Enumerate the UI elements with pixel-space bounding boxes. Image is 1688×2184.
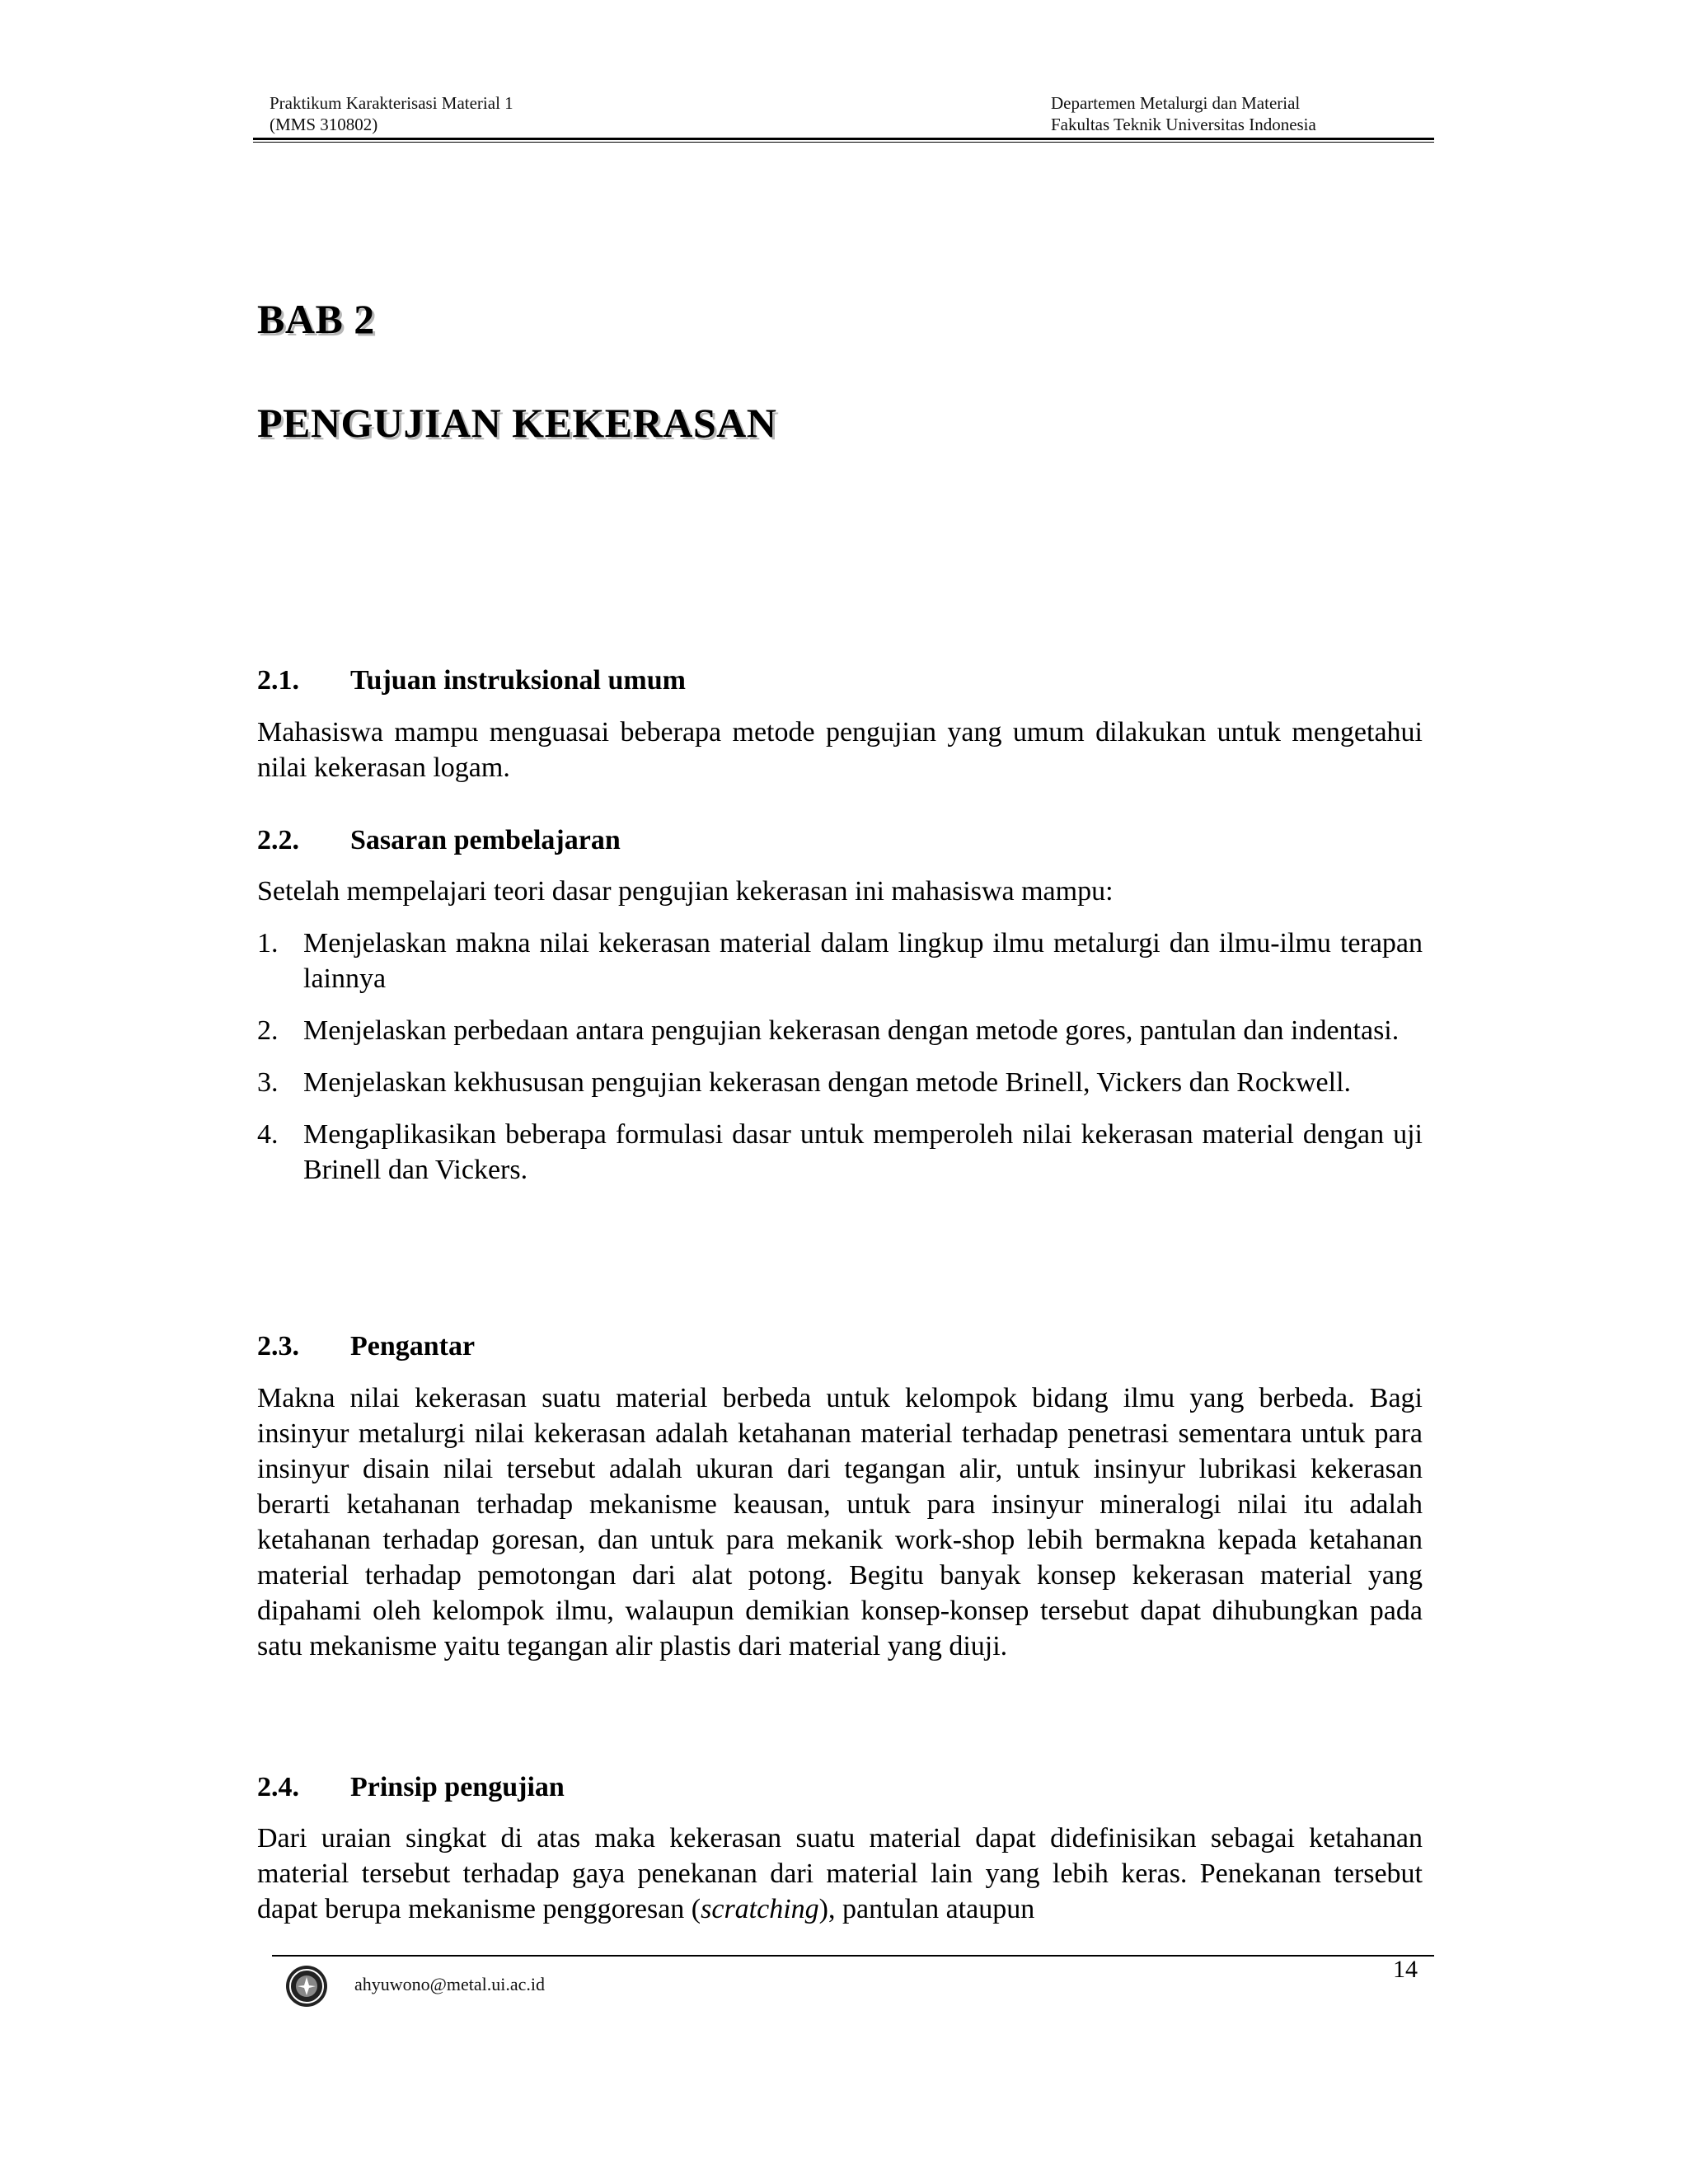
section-heading-2-2 (257, 823, 621, 858)
list-marker: 3. (257, 1067, 279, 1098)
course-name: Praktikum Karakterisasi Material 1 (270, 93, 513, 113)
list-marker: 1. (257, 928, 279, 958)
paragraph: Makna nilai kekerasan suatu material berbeda untuk kelompok bidang ilmu yang berbeda. Bagi insinyur metalurgi nilai kekerasan adalah ketahanan material terhadap penetrasi sementara untuk para insinyur disain nilai tersebut adalah ukuran dari tegangan alir, untuk insinyur lubrikasi kekerasan berarti ketahanan terhadap mekanisme keausan, untuk para insinyur mineralogi nilai itu adalah ketahanan terhadap goresan, dan untuk para mekanik work-shop lebih bermakna kepada ketahanan material terhadap pemotongan dari alat potong. Begitu banyak konsep kekerasan material yang dipahami oleh kelompok ilmu, walaupun demikian konsep-konsep tersebut dapat dihubungkan pada satu mekanisme yaitu tegangan alir plastis dari material yang diuji. (257, 1383, 1423, 1661)
list-item (257, 926, 1423, 996)
page-number: 14 (1393, 1956, 1418, 1983)
section-number: 2.2. (257, 825, 299, 855)
list-item (257, 1013, 1423, 1048)
faculty-name: Fakultas Teknik Universitas Indonesia (1051, 115, 1316, 134)
header-rule-thin (253, 142, 1434, 143)
section-body-2-4 (257, 1821, 1423, 1927)
list-intro: Setelah mempelajari teori dasar pengujian kekerasan ini mahasiswa mampu: (257, 876, 1114, 907)
section-title: Pengantar (350, 1331, 476, 1361)
paragraph-text-end: ), pantulan ataupun (818, 1894, 1035, 1924)
section-heading-2-4 (257, 1769, 565, 1805)
footer-rule (272, 1955, 1434, 1957)
section-number: 2.1. (257, 665, 299, 696)
section-heading-2-3 (257, 1329, 475, 1364)
section-heading-2-1 (257, 663, 686, 698)
chapter-title: PENGUJIAN KEKERASAN (257, 400, 777, 446)
learning-objectives-list (257, 926, 1423, 1188)
section-title: Tujuan instruksional umum (350, 665, 686, 696)
italic-term: scratching (701, 1894, 819, 1924)
university-seal-icon (284, 1964, 329, 2008)
paragraph (257, 1821, 1423, 1927)
section-body-2-1 (257, 715, 1423, 785)
header-rule (253, 138, 1434, 140)
section-number: 2.3. (257, 1331, 299, 1361)
list-item (257, 1065, 1423, 1100)
section-body-2-2 (257, 874, 1423, 1204)
running-header-left (270, 92, 513, 135)
department-name: Departemen Metalurgi dan Material (1051, 93, 1301, 113)
course-code: (MMS 310802) (270, 115, 378, 134)
running-header-right (1051, 92, 1316, 135)
list-item-text: Menjelaskan perbedaan antara pengujian kekerasan dengan metode gores, pantulan dan indentasi. (303, 1015, 1400, 1046)
section-title: Prinsip pengujian (350, 1772, 565, 1802)
chapter-number: BAB 2 (257, 296, 375, 342)
list-marker: 2. (257, 1015, 279, 1046)
list-item-text: Mengaplikasikan beberapa formulasi dasar untuk memperoleh nilai kekerasan material dengan uji Brinell dan Vickers. (303, 1119, 1423, 1185)
list-item-text: Menjelaskan makna nilai kekerasan material dalam lingkup ilmu metalurgi dan ilmu-ilmu terapan lainnya (303, 928, 1423, 994)
author-email: ahyuwono@metal.ui.ac.id (354, 1974, 546, 1994)
section-title: Sasaran pembelajaran (350, 825, 621, 855)
list-marker: 4. (257, 1119, 279, 1150)
list-item-text: Menjelaskan kekhususan pengujian kekerasan dengan metode Brinell, Vickers dan Rockwell. (303, 1067, 1352, 1098)
list-item (257, 1117, 1423, 1188)
section-number: 2.4. (257, 1772, 299, 1802)
paragraph: Mahasiswa mampu menguasai beberapa metode pengujian yang umum dilakukan untuk mengetahui nilai kekerasan logam. (257, 717, 1423, 783)
section-body-2-3 (257, 1380, 1423, 1664)
paragraph-text: Dari uraian singkat di atas maka kekerasan suatu material dapat didefinisikan sebagai ketahanan material tersebut terhadap gaya penekanan dari material lain yang lebih keras. Penekanan tersebut dapat berupa mekanisme penggoresan ( (257, 1823, 1423, 1924)
